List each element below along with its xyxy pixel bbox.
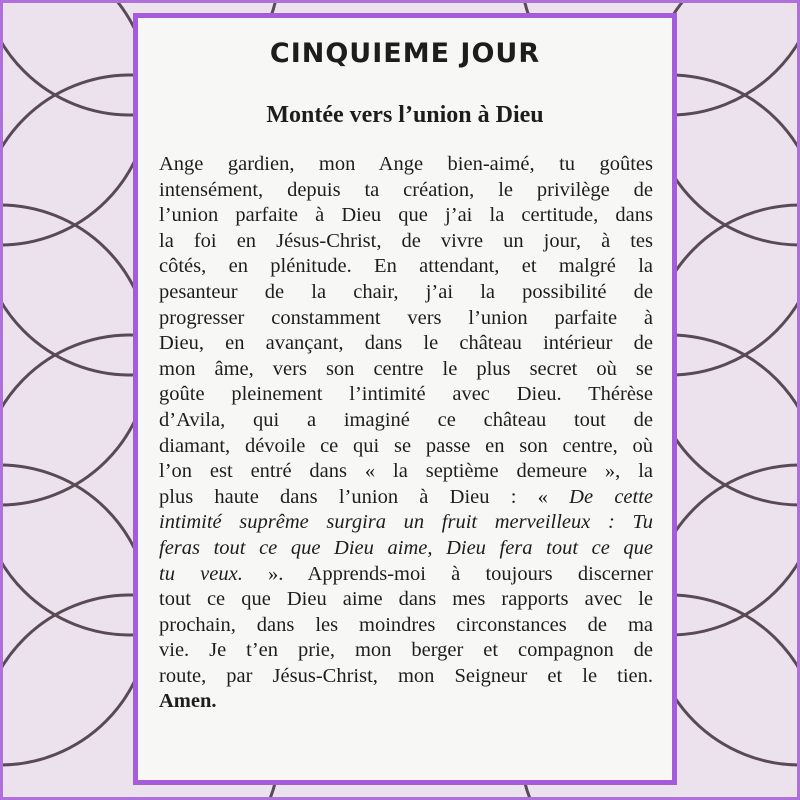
prayer-line: vie. Je t’en prie, mon berger et compagnon de (159, 639, 653, 662)
prayer-subtitle: Montée vers l’union à Dieu (266, 102, 544, 128)
prayer-line: prochain, dans les moindres circonstances de ma (159, 613, 653, 636)
prayer-card (133, 13, 677, 785)
prayer-line: goûte pleinement l’intimité avec Dieu. Thérèse (159, 383, 653, 406)
prayer-line: l’on est entré dans « la septième demeure », la (159, 460, 653, 483)
prayer-line (159, 562, 653, 588)
quote-end: tu veux. (159, 562, 243, 585)
prayer-line: Ange gardien, mon Ange bien-aimé, tu goûtes (159, 153, 653, 175)
prayer-line (159, 485, 653, 511)
prayer-line: tout ce que Dieu aime dans mes rapports avec le (159, 588, 653, 611)
prayer-line: Dieu, en avançant, dans le château intérieur de (159, 332, 653, 355)
prayer-line: mon âme, vers son centre le plus secret où se (159, 357, 653, 380)
prayer-line: côtés, en plénitude. En attendant, et malgré la (159, 255, 653, 278)
amen-text: Amen. (159, 690, 217, 713)
prayer-text (159, 152, 653, 715)
quote-start: De cette (569, 485, 654, 508)
day-heading: CINQUIEME JOUR (269, 38, 541, 69)
prayer-line: diamant, dévoile ce qui se passe en son centre, où (159, 434, 653, 457)
quote-intro: plus haute dans l’union à Dieu : « (159, 485, 570, 508)
prayer-line: route, par Jésus-Christ, mon Seigneur et le tien. (159, 664, 653, 687)
prayer-line: la foi en Jésus-Christ, de vivre un jour, à tes (159, 229, 653, 252)
prayer-line: l’union parfaite à Dieu que j’ai la certitude, dans (159, 204, 653, 227)
prayer-line: progresser constamment vers l’union parfaite à (159, 306, 653, 329)
quote-line: feras tout ce que Dieu aime, Dieu fera tout ce que (159, 536, 653, 559)
prayer-line: pesanteur de la chair, j’ai la possibilité de (159, 280, 653, 303)
prayer-line: d’Avila, qui a imaginé ce château tout de (159, 408, 653, 431)
quote-line: intimité suprême surgira un fruit merveilleux : Tu (159, 511, 653, 534)
prayer-line: intensément, depuis ta création, le privilège de (159, 178, 653, 201)
quote-close: ». Apprends-moi à toujours discerner (242, 562, 653, 585)
